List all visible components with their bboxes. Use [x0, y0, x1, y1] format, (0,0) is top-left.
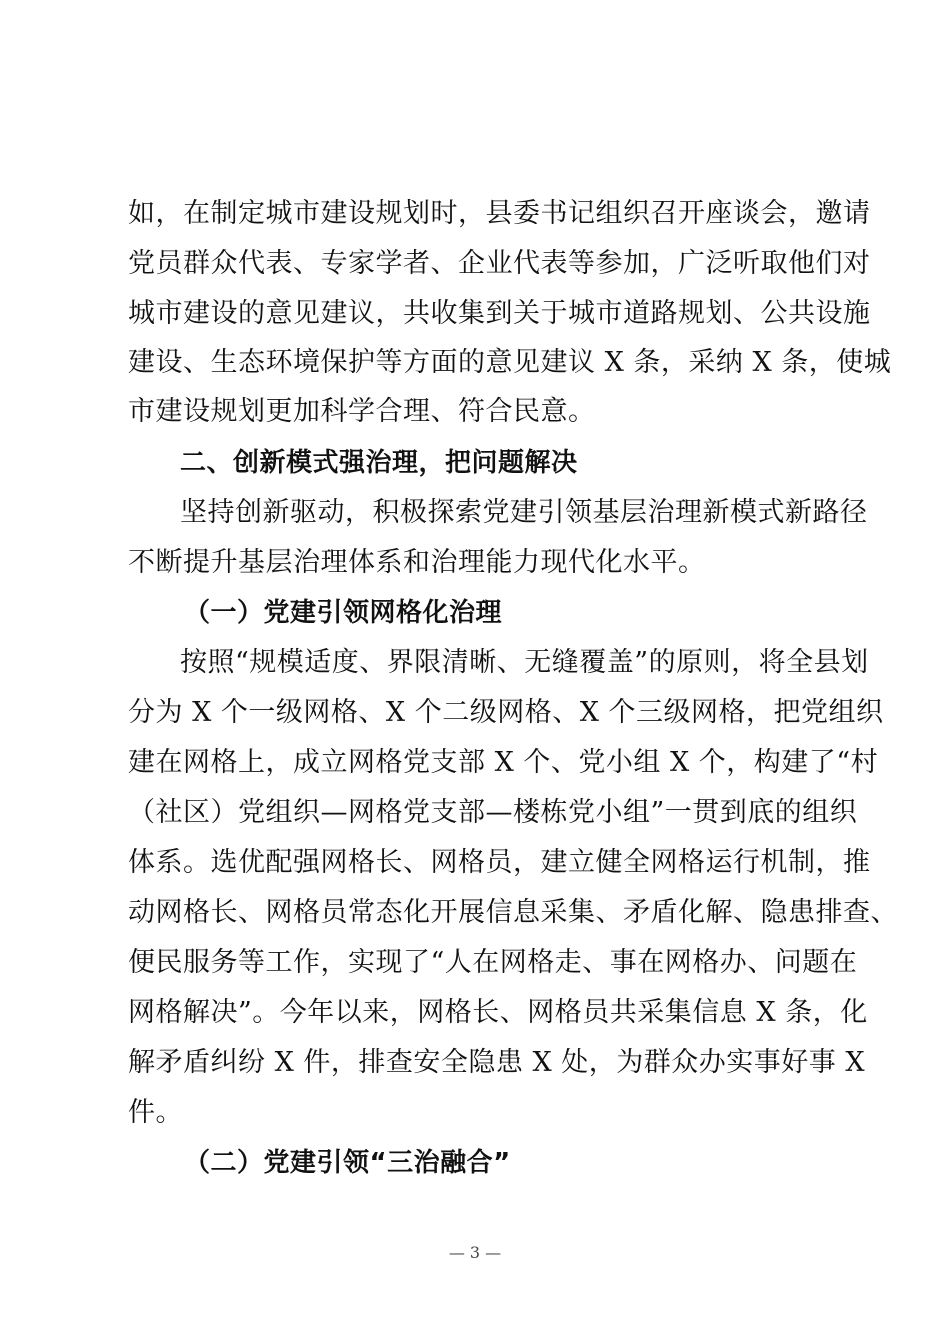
subsection-heading: （二）党建引领“三治融合”: [184, 1148, 511, 1178]
paragraph-line: 党员群众代表、专家学者、企业代表等参加，广泛听取他们对: [128, 248, 871, 279]
paragraph-line: 动网格长、网格员常态化开展信息采集、矛盾化解、隐患排查、: [128, 897, 898, 928]
page-number: — 3 —: [448, 1243, 502, 1262]
paragraph-line: 建设、生态环境保护等方面的意见建议 X 条，采纳 X 条，使城: [128, 347, 892, 378]
paragraph-line: 城市建设的意见建议，共收集到关于城市道路规划、公共设施: [128, 298, 871, 329]
paragraph-line: 按照“规模适度、界限清晰、无缝覆盖”的原则，将全县划: [180, 647, 869, 678]
paragraph-line: 不断提升基层治理体系和治理能力现代化水平。: [128, 547, 706, 578]
subsection-heading: （一）党建引领网格化治理: [184, 598, 503, 628]
paragraph-line: 体系。选优配强网格长、网格员，建立健全网格运行机制，推: [128, 847, 871, 878]
paragraph-line: 便民服务等工作，实现了“人在网格走、事在网格办、问题在: [128, 947, 858, 978]
paragraph-line: 坚持创新驱动，积极探索党建引领基层治理新模式新路径: [180, 497, 868, 528]
paragraph-line: （社区）党组织—网格党支部—楼栋党小组”一贯到底的组织: [128, 797, 858, 828]
paragraph-line: 建在网格上，成立网格党支部 X 个、党小组 X 个，构建了“村: [128, 747, 879, 778]
paragraph-line: 解矛盾纠纷 X 件，排查安全隐患 X 处，为群众办实事好事 X: [128, 1047, 866, 1078]
paragraph-line: 如，在制定城市建设规划时，县委书记组织召开座谈会，邀请: [128, 198, 871, 229]
paragraph-line: 市建设规划更加科学合理、符合民意。: [128, 396, 596, 427]
paragraph-line: 分为 X 个一级网格、X 个二级网格、X 个三级网格，把党组织: [128, 697, 884, 728]
section-heading: 二、创新模式强治理，把问题解决: [180, 448, 578, 478]
paragraph-line: 件。: [128, 1097, 183, 1128]
paragraph-line: 网格解决”。今年以来，网格长、网格员共采集信息 X 条，化: [128, 997, 868, 1028]
